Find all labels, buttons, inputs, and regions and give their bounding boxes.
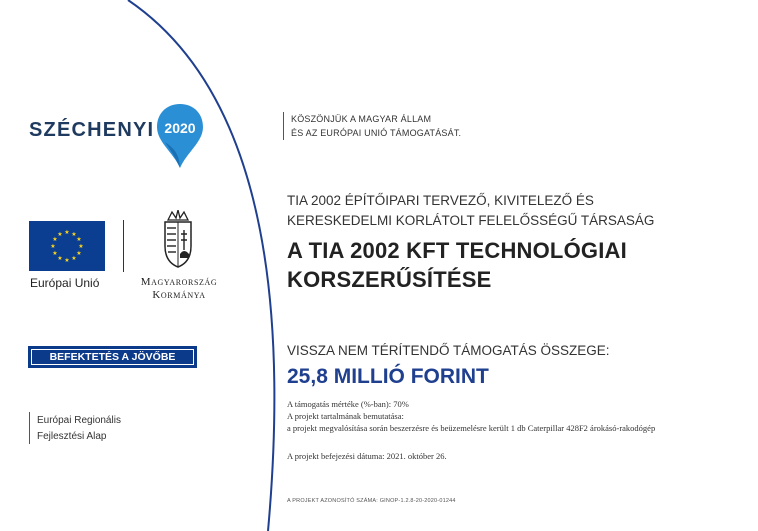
svg-text:★: ★ (71, 231, 77, 238)
eu-flag (29, 221, 105, 271)
eu-label: Európai Unió (30, 276, 100, 290)
project-id: A PROJEKT AZONOSÍTÓ SZÁMA: GINOP-1.2.8-20-2020-01244 (287, 498, 456, 504)
svg-text:★: ★ (57, 231, 63, 238)
company-name-line2: KERESKEDELMI KORLÁTOLT FELELŐSSÉGŰ TÁRSASÁG (287, 213, 655, 228)
company-name (287, 191, 654, 231)
project-title-line1: A TIA 2002 KFT TECHNOLÓGIAI (287, 238, 627, 263)
szechenyi-logo-text: SZÉCHENYI (29, 119, 155, 141)
fund-label-line2: Fejlesztési Alap (37, 431, 107, 442)
thanks-line1: KÖSZÖNJÜK A MAGYAR ÁLLAM (291, 114, 432, 124)
thanks-divider (283, 112, 284, 140)
support-amount-label: VISSZA NEM TÉRÍTENDŐ TÁMOGATÁS ÖSSZEGE: (287, 343, 610, 358)
fund-divider (29, 412, 30, 444)
svg-text:★: ★ (78, 243, 84, 250)
svg-text:★: ★ (76, 236, 82, 243)
svg-text:★: ★ (71, 255, 77, 262)
svg-text:★: ★ (50, 243, 56, 250)
eu-stars-icon (29, 221, 105, 271)
project-content: a projekt megvalósítása során beszerzésre és beüzemelésre került 1 db Caterpillar 428F2 árokásó-rakodógép (287, 423, 656, 433)
svg-text:★: ★ (57, 255, 63, 262)
szechenyi-year: 2020 (164, 120, 196, 136)
hungarian-coat-of-arms-icon (160, 210, 196, 268)
government-label (131, 276, 227, 302)
fund-label (37, 413, 121, 445)
thanks-text (291, 112, 461, 140)
fund-label-line1: Európai Regionális (37, 415, 121, 426)
project-content-label: A projekt tartalmának bemutatása: (287, 411, 404, 421)
project-title (287, 236, 627, 294)
svg-text:★: ★ (64, 257, 70, 264)
location-pin-icon (155, 102, 205, 172)
thanks-line2: ÉS AZ EURÓPAI UNIÓ TÁMOGATÁSÁT. (291, 128, 462, 138)
company-name-line1: TIA 2002 ÉPÍTŐIPARI TERVEZŐ, KIVITELEZŐ ÉS (287, 193, 594, 208)
svg-text:★: ★ (52, 250, 58, 257)
government-label-line2: Kormánya (152, 289, 206, 301)
support-rate: A támogatás mértéke (%-ban): 70% (287, 399, 409, 409)
svg-text:★: ★ (52, 236, 58, 243)
government-label-line1: Magyarország (140, 276, 218, 288)
svg-text:★: ★ (76, 250, 82, 257)
support-amount: 25,8 MILLIÓ FORINT (287, 365, 489, 388)
project-title-line2: KORSZERŰSÍTÉSE (287, 267, 492, 292)
project-end-date: A projekt befejezési dátuma: 2021. október 26. (287, 451, 447, 461)
logo-divider (123, 220, 124, 272)
invest-in-future-badge: BEFEKTETÉS A JÖVŐBE (29, 347, 196, 367)
svg-text:★: ★ (64, 229, 70, 236)
